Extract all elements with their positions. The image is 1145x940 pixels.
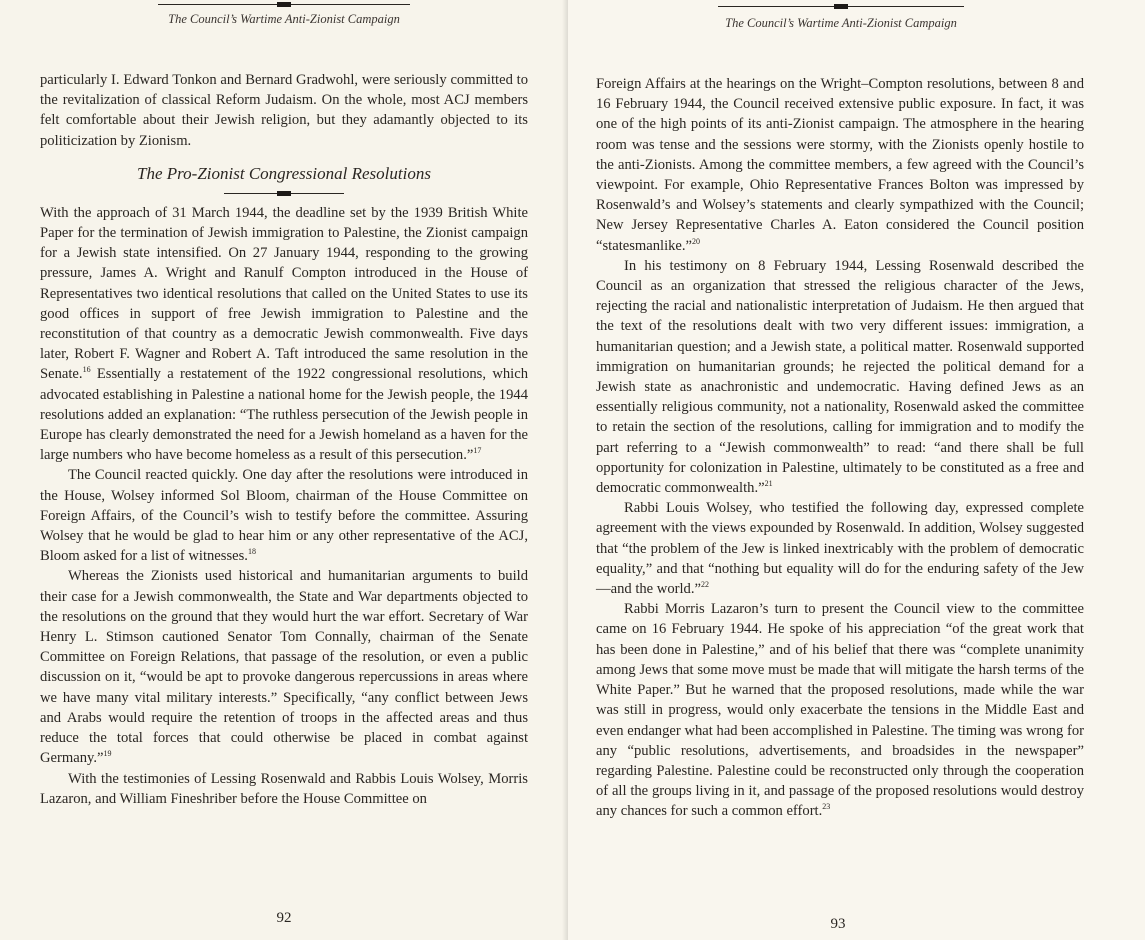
section-heading-rule (224, 193, 344, 194)
paragraph (596, 498, 1084, 599)
paragraph (40, 465, 528, 566)
running-head-rule (158, 4, 410, 5)
right-body-text (596, 74, 1084, 822)
paragraph (596, 74, 1084, 256)
footnote-marker: 18 (247, 547, 256, 557)
footnote-marker: 20 (692, 236, 701, 246)
paragraph: particularly I. Edward Tonkon and Bernard Gradwohl, were seriously committed to the revitalization of classical Reform Judaism. On the whole, most ACJ members felt comfortable about their Jewish religion, but they adamantly objected to its politicization by Zionism. (40, 72, 528, 149)
rule-ornament (834, 4, 848, 9)
footnote-marker: 19 (103, 749, 112, 759)
paragraph-text: In his testimony on 8 February 1944, Lessing Rosenwald described the Council as an organization that stressed the religious character of the Jews, rejecting the racial and nationalistic interpretation of Judaism. He then argued that the text of the resolutions dealt with two very different issues: immigration, a humanitarian question; and a Jewish state, a political matter. Rosenwald supported immigration on humanitarian grounds; he rejected the political demand for a Jewish state as anachronistic and undemocratic. Having defined Jews as an essentially religious community, not a nationality, Rosenwald asked the committee to retain the section of the resolutions, calling for immigration and to modify the part referring to a “Jewish commonwealth” to read: “and there shall be full opportunity for colonization in Palestine, ultimately to be constituted as a free and democratic commonwealth.” (596, 257, 1084, 497)
section-heading: The Pro-Zionist Congressional Resolutions (137, 163, 431, 183)
footnote-marker: 22 (700, 580, 709, 590)
paragraph-text: Rabbi Louis Wolsey, who testified the following day, expressed complete agreement with the views expounded by Rosenwald. In addition, Wolsey suggested that “the problem of the Jew is linked inextricably with the problem of democratic equality,” and that “nothing but equality will do for the enduring safety of the Jew—and the world.” (596, 500, 1084, 598)
page-number: 93 (830, 916, 846, 932)
running-head: The Council’s Wartime Anti-Zionist Campaign (725, 16, 957, 30)
paragraph (40, 203, 528, 466)
right-page (568, 0, 1145, 940)
rule-ornament (277, 2, 291, 7)
left-body-text (40, 70, 528, 809)
paragraph (596, 256, 1084, 498)
paragraph: With the testimonies of Lessing Rosenwald and Rabbis Louis Wolsey, Morris Lazaron, and William Fineshriber before the House Committee on (40, 770, 528, 807)
paragraph-text: Foreign Affairs at the hearings on the Wright–Compton resolutions, between 8 and 16 February 1944, the Council received extensive public exposure. In fact, it was one of the high points of its anti-Zionist campaign. The atmosphere in the hearing room was tense and the sessions were stormy, with the Zionists openly hostile to the anti-Zionists. Among the committee members, a few agreed with the Council’s viewpoint. For example, Ohio Representative Frances Bolton was impressed by Rosenwald’s and Wolsey’s statements and clearly sympathized with the Council; New Jersey Representative Charles A. Eaton considered the Council position “statesmanlike.” (596, 76, 1084, 254)
paragraph-text: Whereas the Zionists used historical and humanitarian arguments to build their case for a Jewish commonwealth, the State and War departments objected to the resolutions on the ground that they would hurt the war effort. Secretary of War Henry L. Stimson cautioned Senator Tom Connally, chairman of the Senate Committee on Foreign Relations, that passage of the resolution, or even a public discussion on it, “would be apt to provoke dangerous repercussions in areas where we have many vital military interests.” Specifically, “any conflict between Jews and Arabs would require the retention of troops in the affected areas and thus reduce the total forces that could otherwise be placed in combat against Germany.” (40, 568, 528, 767)
paragraph (596, 599, 1084, 821)
left-page (0, 0, 568, 940)
paragraph-text: Essentially a restatement of the 1922 congressional resolutions, which advocated establishing in Palestine a national home for the Jewish people, the 1944 resolutions added an explanation: “The ruthless persecution of the Jewish people in Europe has clearly demonstrated the need for a Jewish homeland as a haven for the large numbers who have become homeless as a result of this persecution.” (40, 366, 528, 464)
paragraph-text: With the approach of 31 March 1944, the deadline set by the 1939 British White Paper for the termination of Jewish immigration to Palestine, the Zionist campaign for a Jewish state intensified. On 27 January 1944, responding to the growing pressure, James A. Wright and Ranulf Compton introduced in the House of Representatives two identical resolutions that called on the United States to use its good offices in support of free Jewish immigration to Palestine and the reconstitution of that country as a democratic Jewish commonwealth. Five days later, Robert F. Wagner and Robert A. Taft introduced the same resolution in the Senate. (40, 204, 528, 383)
rule-ornament (277, 191, 291, 196)
footnote-marker: 17 (473, 446, 482, 456)
running-head: The Council’s Wartime Anti-Zionist Campaign (168, 12, 400, 26)
footnote-marker: 23 (822, 802, 831, 812)
paragraph (40, 566, 528, 768)
running-head-rule (718, 6, 964, 7)
paragraph-text: Rabbi Morris Lazaron’s turn to present the Council view to the committee came on 16 February 1944. He spoke of his appreciation “of the great work that has been done in Palestine,” and of his belief that there was “complete unanimity among Jews that some move must be made that will mitigate the harsh terms of the White Paper.” But he warned that the proposed resolutions, made while the war was still in progress, would only exacerbate the tensions in the Middle East and even endanger what had been accomplished in Palestine. The timing was wrong for any “public resolutions, advertisements, and broadsides in the newspaper” regarding Palestine. Palestine could be reconstructed only through the cooperation of all the groups living in it, and passage of the proposed resolutions would destroy any chances for such a common effort. (596, 601, 1084, 820)
page-number: 92 (276, 910, 292, 926)
footnote-marker: 21 (764, 479, 773, 489)
paragraph-text: The Council reacted quickly. One day after the resolutions were introduced in the House, Wolsey informed Sol Bloom, chairman of the House Committee on Foreign Affairs, of the Council’s wish to testify before the committee. Assuring Wolsey that he would be glad to hear him or any other representative of the ACJ, Bloom asked for a list of witnesses. (40, 467, 528, 565)
footnote-marker: 16 (82, 365, 91, 375)
